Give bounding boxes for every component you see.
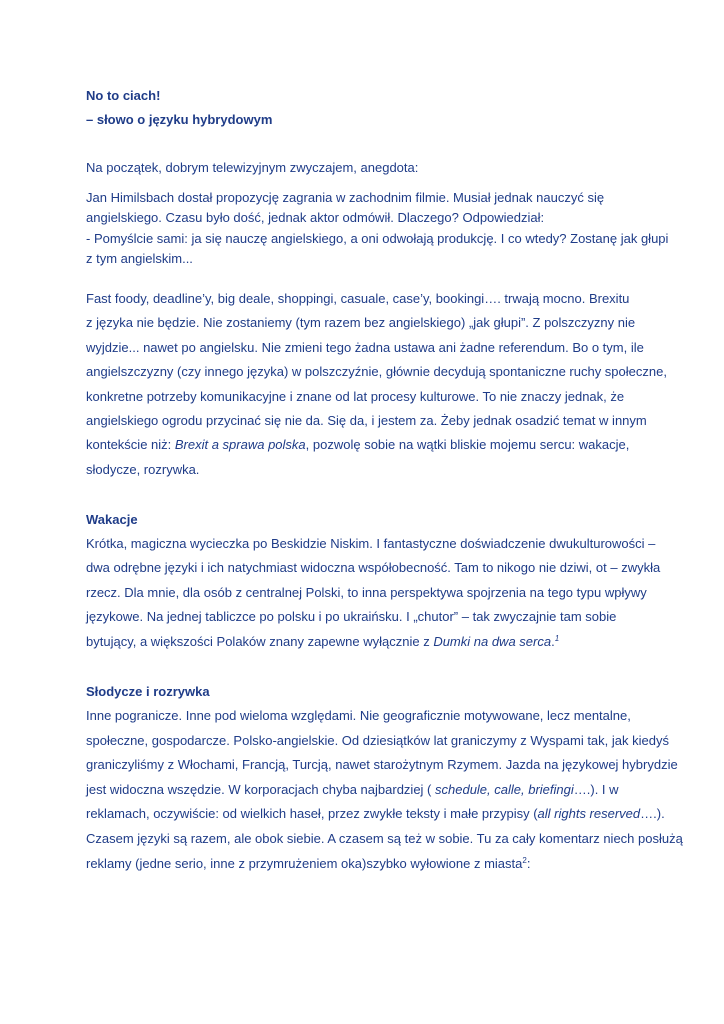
para2-line: słodycze, rozrywka. xyxy=(86,462,200,477)
slodycze-text: ….). I w xyxy=(573,782,619,797)
intro-line: angielskiego. Czasu było dość, jednak aktor odmówił. Dlaczego? Odpowiedział: xyxy=(86,210,545,225)
slodycze-line xyxy=(86,782,619,798)
para2-line: wyjdzie... nawet po angielsku. Nie zmieni tego żadna ustawa ani żadne referendum. Bo o tym, ile xyxy=(86,340,644,355)
para2-line: angielskiego ogrodu przycinać się nie da. Się da, i jestem za. Żeby jednak osadzić temat w innym xyxy=(86,413,647,428)
para2-text: kontekście niż: xyxy=(86,437,175,452)
para2-line: z języka nie będzie. Nie zostaniemy (tym razem bez angielskiego) „jak głupi”. Z polszczyzny nie xyxy=(86,315,636,330)
para2-line: Fast foody, deadline’y, big deale, shoppingi, casuale, case’y, bookingi…. trwają mocno. Brexitu xyxy=(86,291,630,306)
intro-line: Jan Himilsbach dostał propozycję zagrania w zachodnim filmie. Musiał jednak nauczyć się xyxy=(86,190,605,205)
intro-line: - Pomyślcie sami: ja się nauczę angielskiego, a oni odwołają produkcję. I co wtedy? Zostanę jak głupi xyxy=(86,231,669,246)
wakacje-text: bytujący, a większości Polaków znany zapewne wyłącznie z xyxy=(86,634,434,649)
wakacje-text: . xyxy=(551,634,555,649)
wakacje-line xyxy=(86,634,559,650)
para2-text: , pozwolę sobie na wątki bliskie mojemu sercu: wakacje, xyxy=(305,437,630,452)
slodycze-text: ….). xyxy=(640,806,665,821)
slodycze-text: reklamy (jedne serio, inne z przymrużeniem oka)szybko wyłowione z miasta xyxy=(86,856,523,871)
slodycze-text: reklamach, oczywiście: od wielkich haseł, przez zwykłe teksty i małe przypisy ( xyxy=(86,806,538,821)
wakacje-line: rzecz. Dla mnie, dla osób z centralnej Polski, to inna perspektywa spojrzenia na tego typu wpływy xyxy=(86,585,647,600)
title-line-1: No to ciach! xyxy=(86,88,161,103)
slodycze-text: jest widoczna wszędzie. W korporacjach chyba najbardziej ( xyxy=(86,782,435,797)
section-heading-slodycze: Słodycze i rozrywka xyxy=(86,684,210,699)
para2-italic-title: Brexit a sprawa polska xyxy=(174,437,306,452)
wakacje-line: Krótka, magiczna wycieczka po Beskidzie Niskim. I fantastyczne doświadczenie dwukulturowości – xyxy=(86,536,656,551)
para2-line: angielszczyzny (czy innego języka) w polszczyźnie, głównie decydują spontaniczne ruchy społeczne, xyxy=(86,364,667,379)
footnote-marker[interactable]: 1 xyxy=(554,634,560,643)
slodycze-line: graniczyliśmy z Włochami, Francją, Turcją, nawet starożytnym Rzymem. Jazda na językowej hybrydzie xyxy=(86,757,678,772)
title-line-2: – słowo o języku hybrydowym xyxy=(86,112,273,127)
wakacje-italic-title: Dumki na dwa serca xyxy=(433,634,552,649)
para2-line: konkretne potrzeby komunikacyjne i znane od lat procesy kulturowe. To nie znaczy jednak, że xyxy=(86,389,625,404)
intro-line: z tym angielskim... xyxy=(86,251,193,266)
wakacje-line: językowe. Na jednej tabliczce po polsku i po ukraińsku. I „chutor” – tak zwyczajnie tam sobie xyxy=(86,609,617,624)
slodycze-line xyxy=(86,856,530,872)
slodycze-italic: schedule, calle, briefingi xyxy=(435,782,574,797)
para2-line xyxy=(86,437,629,453)
slodycze-line: Inne pogranicze. Inne pod wieloma względami. Nie geograficznie motywowane, lecz mentalne, xyxy=(86,708,631,723)
slodycze-line: społeczne, gospodarcze. Polsko-angielskie. Od dziesiątków lat graniczymy z Wyspami tak, jak kiedyś xyxy=(86,733,669,748)
wakacje-line: dwa odrębne języki i ich natychmiast widoczna współobecność. Tam to nikogo nie dziwi, ot – zwykła xyxy=(86,560,661,575)
section-heading-wakacje: Wakacje xyxy=(86,512,138,527)
slodycze-line xyxy=(86,806,665,822)
slodycze-italic: all rights reserved xyxy=(537,806,641,821)
slodycze-text: : xyxy=(526,856,531,871)
footnote-marker[interactable]: 2 xyxy=(522,856,527,865)
intro-lead: Na początek, dobrym telewizyjnym zwyczajem, anegdota: xyxy=(86,160,419,175)
slodycze-line: Czasem języki są razem, ale obok siebie. A czasem są też w sobie. Tu za cały komentarz niech posłużą xyxy=(86,831,683,846)
